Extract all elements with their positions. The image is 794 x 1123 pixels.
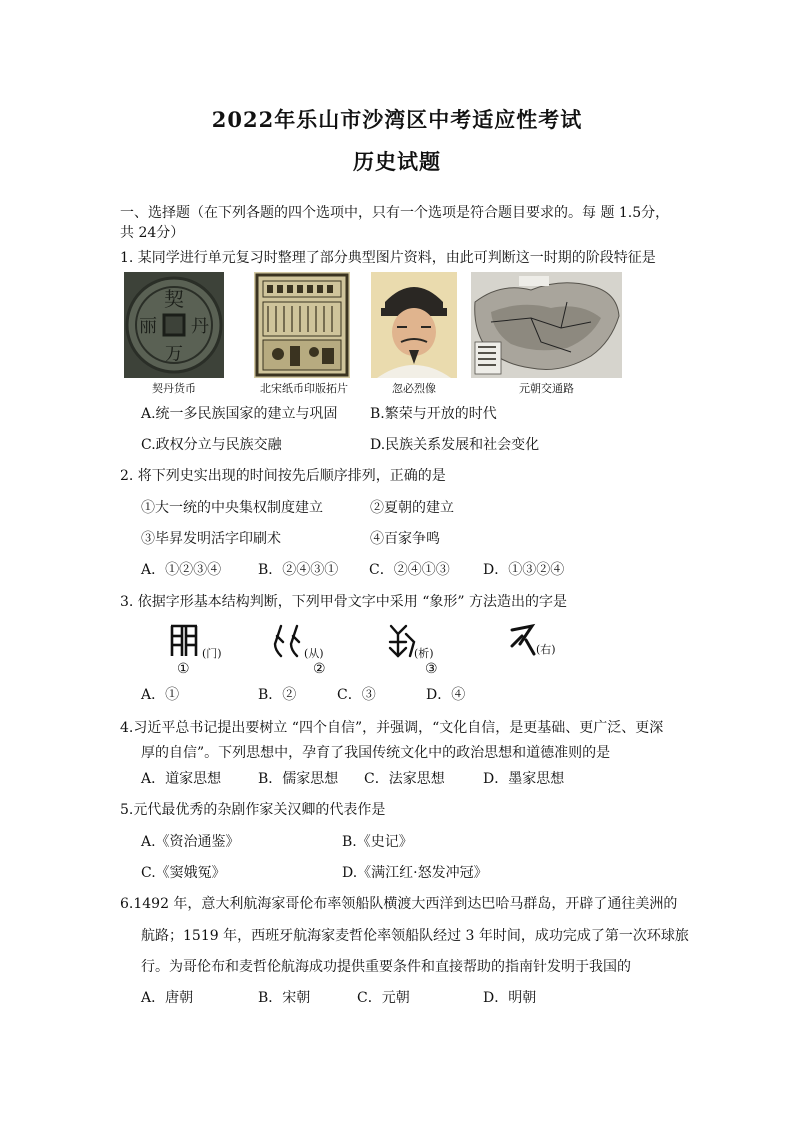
coin-char-right: 丹 — [191, 316, 209, 337]
coin-icon — [124, 272, 224, 378]
q4-stem-line1: 4.习近平总书记提出要树立 “四个自信”，并强调，“文化自信，是更基础、更广泛、更深 — [120, 720, 664, 736]
q2-option-d: D．①③②④ — [483, 562, 565, 578]
q1-option-a: A.统一多民族国家的建立与巩固 — [141, 406, 338, 422]
q2-item-4: ④百家争鸣 — [370, 531, 440, 547]
coin-char-bottom: 万 — [165, 344, 183, 365]
map-icon — [471, 272, 622, 378]
q6-option-b: B．宋朝 — [258, 990, 311, 1006]
q1-image-map — [471, 272, 622, 378]
banknote-plate-icon — [254, 272, 350, 378]
q1-image-coin — [124, 272, 224, 378]
q3-option-a: A．① — [141, 687, 180, 703]
q1-image-portrait — [371, 272, 457, 378]
q2-item-2: ②夏朝的建立 — [370, 500, 454, 516]
q1-caption-1: 契丹货币 — [152, 382, 196, 395]
q6-option-d: D．明朝 — [483, 990, 537, 1006]
q2-option-b: B．②④③① — [258, 562, 339, 578]
page-subtitle: 历史试题 — [353, 149, 441, 174]
q2-stem: 2. 将下列史实出现的时间按先后顺序排列，正确的是 — [120, 468, 446, 484]
portrait-icon — [371, 272, 457, 378]
section-instructions-line1: 一、选择题（在下列各题的四个选项中，只有一个选项是符合题目要求的。每 题 1.5分， — [120, 205, 670, 221]
q5-option-a: A.《资治通鉴》 — [141, 834, 240, 850]
q6-option-c: C．元朝 — [357, 990, 410, 1006]
q2-item-3: ③毕昇发明活字印刷术 — [141, 531, 281, 547]
q1-stem: 1. 某同学进行单元复习时整理了部分典型图片资料，由此可判断这一时期的阶段特征是 — [120, 250, 656, 266]
q4-option-b: B．儒家思想 — [258, 771, 339, 787]
q6-stem-line2: 航路；1519 年，西班牙航海家麦哲伦率领船队经过 3 年时间，成功完成了第一次环球旅 — [141, 928, 689, 944]
q3-num-3: ③ — [425, 661, 438, 677]
coin-char-left: 丽 — [139, 316, 157, 337]
q1-caption-3: 忽必烈像 — [392, 382, 436, 395]
q4-stem-line2: 厚的自信”。下列思想中，孕育了我国传统文化中的政治思想和道德准则的是 — [141, 745, 611, 761]
section-instructions-line2: 共 24分） — [120, 225, 185, 241]
oracle-char-xi-icon — [386, 622, 416, 658]
q5-option-d: D.《满江红·怒发冲冠》 — [342, 865, 488, 881]
q1-caption-2: 北宋纸币印版拓片 — [260, 382, 348, 395]
coin-char-top: 契 — [164, 287, 184, 311]
q5-option-b: B.《史记》 — [342, 834, 413, 850]
q1-option-c: C.政权分立与民族交融 — [141, 437, 282, 453]
q3-gloss-3: (析) — [414, 647, 434, 660]
oracle-char-cong-icon — [271, 622, 305, 658]
q3-option-d: D．④ — [426, 687, 466, 703]
q3-num-2: ② — [313, 661, 326, 677]
q3-stem: 3. 依据字形基本结构判断，下列甲骨文字中采用 “象形” 方法造出的字是 — [120, 594, 568, 610]
page-title: 2022年乐山市沙湾区中考适应性考试 — [211, 107, 583, 132]
q3-num-1: ① — [177, 661, 190, 677]
q1-image-banknote — [254, 272, 350, 378]
q1-caption-4: 元朝交通路 — [519, 382, 574, 395]
q3-option-b: B．② — [258, 687, 297, 703]
q3-gloss-4: (右) — [536, 643, 556, 656]
q2-item-1: ①大一统的中央集权制度建立 — [141, 500, 323, 516]
q4-option-d: D．墨家思想 — [483, 771, 565, 787]
q4-option-c: C．法家思想 — [364, 771, 445, 787]
oracle-char-you-icon — [506, 622, 540, 658]
oracle-char-men-icon — [168, 622, 200, 658]
q5-stem: 5.元代最优秀的杂剧作家关汉卿的代表作是 — [120, 802, 386, 818]
q2-option-c: C．②④①③ — [369, 562, 450, 578]
q1-option-d: D.民族关系发展和社会变化 — [370, 437, 540, 453]
q2-option-a: A．①②③④ — [141, 562, 222, 578]
q4-option-a: A．道家思想 — [141, 771, 222, 787]
q3-option-c: C．③ — [337, 687, 376, 703]
q1-option-b: B.繁荣与开放的时代 — [370, 406, 497, 422]
q6-option-a: A．唐朝 — [141, 990, 194, 1006]
q6-stem-line3: 行。为哥伦布和麦哲伦航海成功提供重要条件和直接帮助的指南针发明于我国的 — [141, 959, 631, 975]
q3-gloss-2: (从) — [304, 647, 324, 660]
q3-gloss-1: (门) — [202, 647, 222, 660]
q5-option-c: C.《窦娥冤》 — [141, 865, 226, 881]
q6-stem-line1: 6.1492 年，意大利航海家哥伦布率领船队横渡大西洋到达巴哈马群岛，开辟了通往美洲的 — [120, 896, 678, 912]
